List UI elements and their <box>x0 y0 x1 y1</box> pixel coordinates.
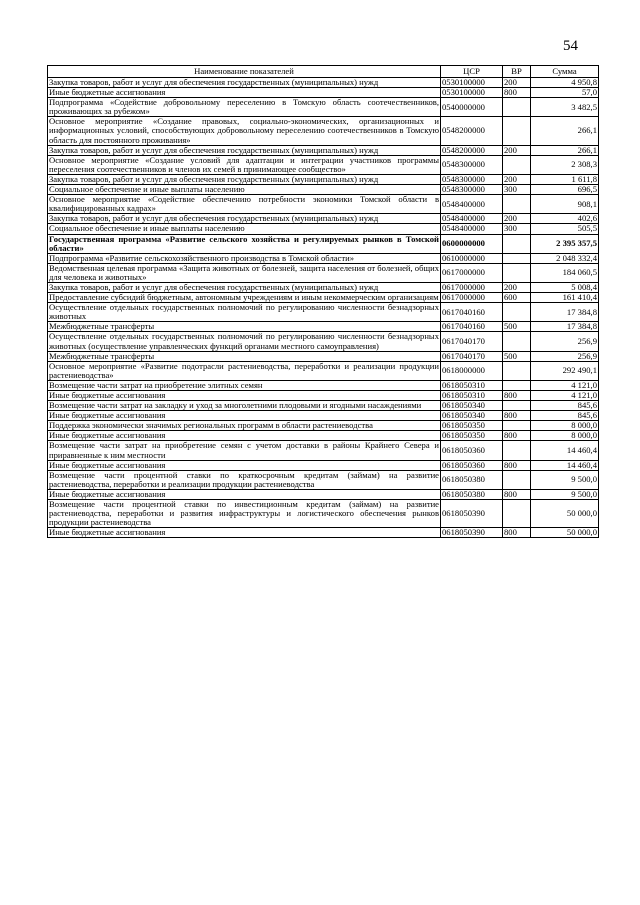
cell-csr: 0618050340 <box>441 411 503 421</box>
cell-sum: 9 500,0 <box>531 470 599 489</box>
cell-sum: 505,5 <box>531 224 599 234</box>
cell-sum: 256,9 <box>531 332 599 351</box>
table-row <box>48 489 599 499</box>
cell-sum: 50 000,0 <box>531 500 599 528</box>
cell-name: Подпрограмма «Развитие сельскохозяйственного производства в Томской области» <box>48 253 441 263</box>
table-row <box>48 195 599 214</box>
cell-name: Социальное обеспечение и иные выплаты населению <box>48 224 441 234</box>
cell-csr: 0548400000 <box>441 195 503 214</box>
cell-vr: 800 <box>503 88 531 98</box>
cell-csr: 0618050390 <box>441 528 503 538</box>
table-row <box>48 145 599 155</box>
cell-vr <box>503 155 531 174</box>
cell-vr <box>503 470 531 489</box>
table-row <box>48 391 599 401</box>
cell-csr: 0548300000 <box>441 174 503 184</box>
cell-name: Основное мероприятие «Развитие подотрасли растениеводства, переработки и реализации продукции растениеводства» <box>49 361 439 380</box>
table-row <box>48 460 599 470</box>
cell-sum: 2 048 332,4 <box>531 253 599 263</box>
table-row <box>48 263 599 282</box>
cell-vr: 200 <box>503 282 531 292</box>
table-row <box>48 431 599 441</box>
cell-vr: 800 <box>503 411 531 421</box>
cell-vr <box>503 361 531 380</box>
table-row <box>48 214 599 224</box>
table-row <box>48 253 599 263</box>
cell-vr <box>503 441 531 460</box>
table-row <box>48 411 599 421</box>
cell-vr <box>503 117 531 145</box>
cell-sum: 908,1 <box>531 195 599 214</box>
cell-csr: 0548200000 <box>441 145 503 155</box>
cell-sum: 292 490,1 <box>531 361 599 380</box>
header-name: Наименование показателей <box>48 66 441 78</box>
cell-csr: 0617000000 <box>441 263 503 282</box>
cell-name: Иные бюджетные ассигнования <box>48 411 441 421</box>
cell-csr: 0548300000 <box>441 155 503 174</box>
table-header-row <box>48 66 599 78</box>
cell-name: Осуществление отдельных государственных полномочий по регулированию численности безнадзорных животных <box>49 302 439 322</box>
cell-vr: 500 <box>503 351 531 361</box>
table-row <box>48 224 599 234</box>
cell-vr: 800 <box>503 431 531 441</box>
cell-csr: 0548200000 <box>441 117 503 145</box>
cell-vr <box>503 195 531 214</box>
table-row <box>48 185 599 195</box>
cell-csr: 0618050310 <box>441 391 503 401</box>
table-row <box>48 117 599 145</box>
table-row <box>48 322 599 332</box>
cell-name: Подпрограмма «Содействие добровольному переселению в Томскую область соотечественников, проживающих за рубежом» <box>49 97 439 117</box>
cell-sum: 845,6 <box>531 401 599 411</box>
cell-vr <box>503 421 531 431</box>
cell-name: Возмещение части процентной ставки по инвестиционным кредитам (займам) на развитие растениеводства, переработки и развития инфраструктуры и логистического обеспечения рынков продукции растениеводства <box>49 499 439 528</box>
cell-vr: 200 <box>503 174 531 184</box>
table-row <box>48 500 599 528</box>
header-vr: ВР <box>503 66 531 78</box>
cell-sum: 14 460,4 <box>531 441 599 460</box>
cell-csr: 0618050350 <box>441 431 503 441</box>
cell-vr: 500 <box>503 322 531 332</box>
cell-csr: 0548400000 <box>441 214 503 224</box>
cell-csr: 0618050360 <box>441 441 503 460</box>
cell-name: Межбюджетные трансферты <box>48 322 441 332</box>
cell-name: Иные бюджетные ассигнования <box>48 431 441 441</box>
cell-csr: 0617000000 <box>441 282 503 292</box>
cell-name: Основное мероприятие «Создание правовых, социально-экономических, организационных и информационных условий, способствующих добровольному переселению соотечественников в Томскую область для постоянного проживания» <box>49 116 439 145</box>
cell-sum: 50 000,0 <box>531 528 599 538</box>
cell-sum: 57,0 <box>531 88 599 98</box>
cell-sum: 2 395 357,5 <box>531 234 599 253</box>
cell-vr: 300 <box>503 185 531 195</box>
cell-sum: 3 482,5 <box>531 98 599 117</box>
cell-csr: 0617000000 <box>441 293 503 303</box>
table-body <box>48 78 599 538</box>
cell-vr <box>503 401 531 411</box>
cell-sum: 5 008,4 <box>531 282 599 292</box>
cell-name: Закупка товаров, работ и услуг для обеспечения государственных (муниципальных) нужд <box>48 174 441 184</box>
cell-csr: 0548300000 <box>441 185 503 195</box>
cell-sum: 184 060,5 <box>531 263 599 282</box>
cell-csr: 0618050380 <box>441 489 503 499</box>
table-row <box>48 528 599 538</box>
table-row <box>48 361 599 380</box>
cell-vr: 800 <box>503 528 531 538</box>
cell-csr: 0617040170 <box>441 332 503 351</box>
table-row <box>48 441 599 460</box>
cell-vr <box>503 332 531 351</box>
cell-csr: 0540000000 <box>441 98 503 117</box>
cell-csr: 0618000000 <box>441 361 503 380</box>
cell-csr: 0617040160 <box>441 303 503 322</box>
cell-name: Иные бюджетные ассигнования <box>48 528 441 538</box>
cell-vr <box>503 253 531 263</box>
table-row <box>48 293 599 303</box>
cell-sum: 8 000,0 <box>531 421 599 431</box>
cell-sum: 2 308,3 <box>531 155 599 174</box>
cell-csr: 0530100000 <box>441 88 503 98</box>
cell-csr: 0530100000 <box>441 78 503 88</box>
cell-sum: 4 121,0 <box>531 391 599 401</box>
header-csr: ЦСР <box>441 66 503 78</box>
cell-name: Возмещение части затрат на закладку и уход за многолетними плодовыми и ягодными насаждениями <box>48 401 441 411</box>
cell-name: Ведомственная целевая программа «Защита животных от болезней, защита населения от болезней, общих для человека и животных» <box>49 263 439 282</box>
cell-sum: 845,6 <box>531 411 599 421</box>
cell-csr: 0618050310 <box>441 380 503 390</box>
table-row <box>48 380 599 390</box>
cell-vr: 800 <box>503 391 531 401</box>
cell-csr: 0618050340 <box>441 401 503 411</box>
cell-csr: 0610000000 <box>441 253 503 263</box>
cell-name: Возмещение части процентной ставки по краткосрочным кредитам (займам) на развитие растениеводства, переработки и реализации продукции растениеводства <box>49 470 439 489</box>
table-row <box>48 332 599 351</box>
cell-csr: 0618050350 <box>441 421 503 431</box>
cell-name: Межбюджетные трансферты <box>48 351 441 361</box>
cell-csr: 0618050390 <box>441 500 503 528</box>
cell-vr: 600 <box>503 293 531 303</box>
table-row <box>48 234 599 253</box>
cell-name: Поддержка экономически значимых региональных программ в области растениеводства <box>48 421 441 431</box>
cell-csr: 0618050380 <box>441 470 503 489</box>
cell-vr <box>503 263 531 282</box>
cell-name: Осуществление отдельных государственных полномочий по регулированию численности безнадзорных животных (осуществление управленческих функций органами местного самоуправления) <box>49 331 439 351</box>
table-row <box>48 88 599 98</box>
table-row <box>48 303 599 322</box>
cell-name: Закупка товаров, работ и услуг для обеспечения государственных (муниципальных) нужд <box>48 145 441 155</box>
cell-vr <box>503 500 531 528</box>
cell-name: Основное мероприятие «Создание условий для адаптации и интеграции участников программы переселения соотечественников и членов их семей в принимающее сообщество» <box>49 155 439 174</box>
cell-sum: 256,9 <box>531 351 599 361</box>
cell-name: Возмещение части затрат на приобретение семян с учетом доставки в районы Крайнего Севера и приравненные к ним местности <box>49 440 439 460</box>
cell-vr <box>503 303 531 322</box>
cell-sum: 161 410,4 <box>531 293 599 303</box>
table-row <box>48 401 599 411</box>
table-row <box>48 351 599 361</box>
cell-vr <box>503 380 531 390</box>
cell-name: Социальное обеспечение и иные выплаты населению <box>48 185 441 195</box>
table-row <box>48 98 599 117</box>
cell-sum: 9 500,0 <box>531 489 599 499</box>
cell-vr <box>503 234 531 253</box>
cell-vr: 200 <box>503 214 531 224</box>
cell-name: Возмещение части затрат на приобретение элитных семян <box>48 380 441 390</box>
cell-name: Иные бюджетные ассигнования <box>48 88 441 98</box>
header-sum: Сумма <box>531 66 599 78</box>
cell-vr: 300 <box>503 224 531 234</box>
cell-sum: 4 950,8 <box>531 78 599 88</box>
cell-name: Иные бюджетные ассигнования <box>48 460 441 470</box>
cell-name: Предоставление субсидий бюджетным, автономным учреждениям и иным некоммерческим организациям <box>49 292 439 303</box>
cell-name: Закупка товаров, работ и услуг для обеспечения государственных (муниципальных) нужд <box>48 78 441 88</box>
table-row <box>48 282 599 292</box>
cell-name: Иные бюджетные ассигнования <box>48 391 441 401</box>
table-row <box>48 155 599 174</box>
cell-vr: 200 <box>503 78 531 88</box>
cell-csr: 0617040160 <box>441 322 503 332</box>
cell-sum: 402,6 <box>531 214 599 224</box>
cell-csr: 0618050360 <box>441 460 503 470</box>
page-number: 54 <box>563 38 578 54</box>
cell-name: Закупка товаров, работ и услуг для обеспечения государственных (муниципальных) нужд <box>48 214 441 224</box>
cell-vr: 800 <box>503 489 531 499</box>
cell-vr: 800 <box>503 460 531 470</box>
table-row <box>48 421 599 431</box>
cell-sum: 17 384,8 <box>531 303 599 322</box>
table-row <box>48 78 599 88</box>
cell-name: Иные бюджетные ассигнования <box>48 489 441 499</box>
cell-sum: 1 611,8 <box>531 174 599 184</box>
budget-table <box>47 65 599 538</box>
cell-csr: 0600000000 <box>441 234 503 253</box>
table-row <box>48 174 599 184</box>
cell-name: Государственная программа «Развитие сельского хозяйства и регулируемых рынков в Томской области» <box>49 234 439 253</box>
cell-csr: 0617040170 <box>441 351 503 361</box>
cell-sum: 14 460,4 <box>531 460 599 470</box>
cell-sum: 696,5 <box>531 185 599 195</box>
cell-vr <box>503 98 531 117</box>
cell-sum: 8 000,0 <box>531 431 599 441</box>
cell-sum: 4 121,0 <box>531 380 599 390</box>
table-row <box>48 470 599 489</box>
cell-name: Закупка товаров, работ и услуг для обеспечения государственных (муниципальных) нужд <box>48 282 441 292</box>
cell-sum: 17 384,8 <box>531 322 599 332</box>
cell-sum: 266,1 <box>531 117 599 145</box>
cell-sum: 266,1 <box>531 145 599 155</box>
cell-vr: 200 <box>503 145 531 155</box>
cell-name: Основное мероприятие «Содействие обеспечению потребности экономики Томской области в квалифицированных кадрах» <box>49 194 439 214</box>
cell-csr: 0548400000 <box>441 224 503 234</box>
